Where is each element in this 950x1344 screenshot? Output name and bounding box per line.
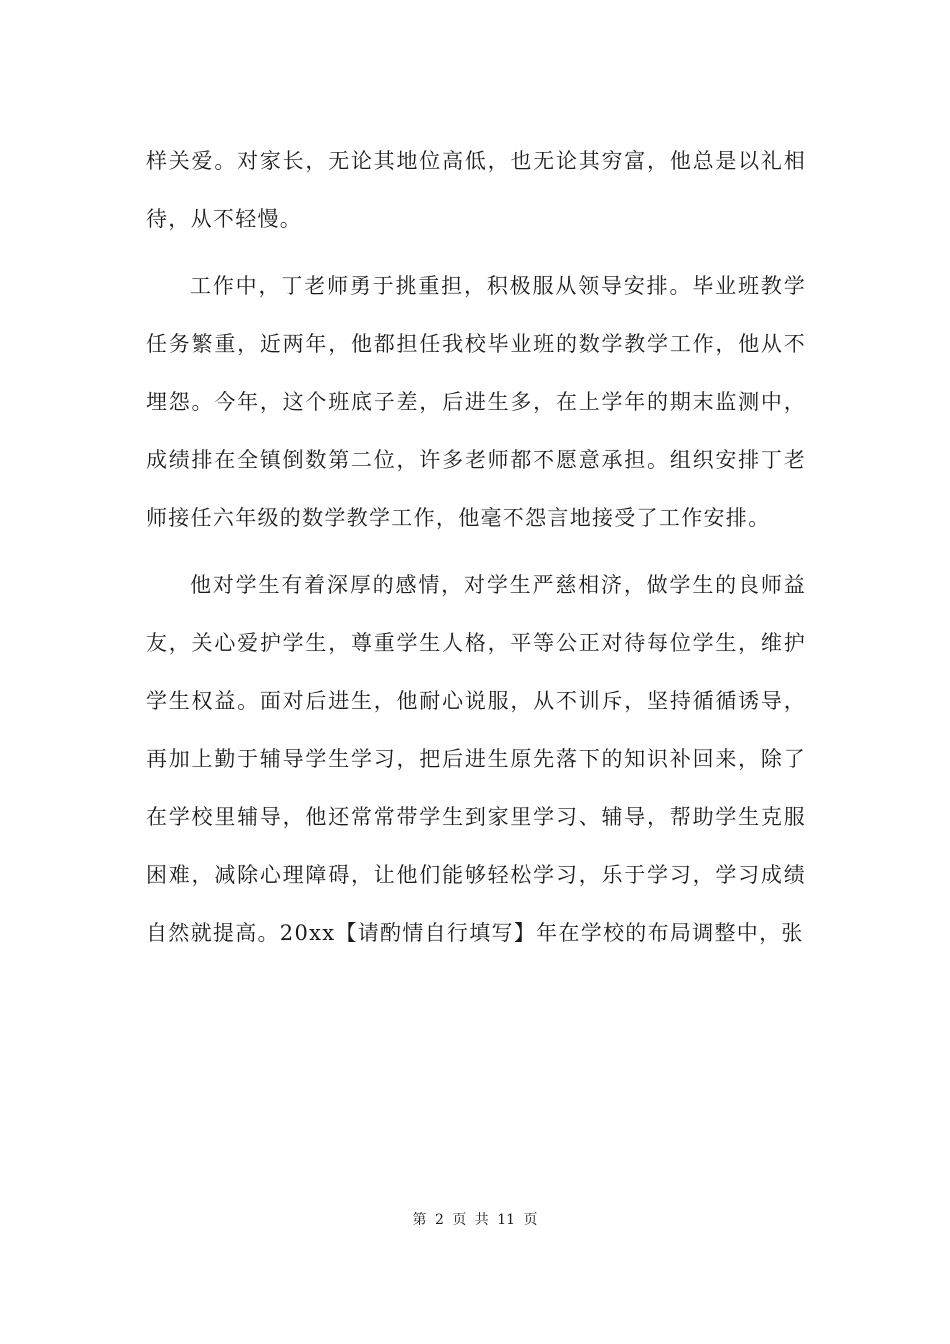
footer-total-word: 共 bbox=[474, 1212, 489, 1228]
document-body bbox=[146, 132, 806, 962]
footer-prefix: 第 bbox=[412, 1212, 427, 1228]
page-number-footer bbox=[0, 1209, 950, 1229]
paragraph-3: 他对学生有着深厚的感情，对学生严慈相济，做学生的良师益友，关心爱护学生，尊重学生人格，平等公正对待每位学生，维护学生权益。面对后进生，他耐心说服，从不训斥，坚持循循诱导，再加上勤于辅导学生学习，把后进生原先落下的知识补回来，除了在学校里辅导，他还常常带学生到家里学习、辅导，帮助学生克服困难，减除心理障碍，让他们能够轻松学习，乐于学习，学习成绩自然就提高。20xx【请酌情自行填写】年在学校的布局调整中，张 bbox=[146, 573, 806, 945]
paragraph-1: 样关爱。对家长，无论其地位高低，也无论其穷富，他总是以礼相待，从不轻慢。 bbox=[146, 149, 806, 231]
footer-total-pages: 11 bbox=[497, 1212, 516, 1228]
footer-page-word: 页 bbox=[452, 1212, 467, 1228]
footer-suffix: 页 bbox=[523, 1212, 538, 1228]
paragraph-2: 工作中，丁老师勇于挑重担，积极服从领导安排。毕业班教学任务繁重，近两年，他都担任我校毕业班的数学教学工作，他从不埋怨。今年，这个班底子差，后进生多，在上学年的期末监测中，成绩排在全镇倒数第二位，许多老师都不愿意承担。组织安排丁老师接任六年级的数学教学工作，他毫不怨言地接受了工作安排。 bbox=[146, 274, 806, 530]
footer-current-page: 2 bbox=[434, 1212, 444, 1228]
